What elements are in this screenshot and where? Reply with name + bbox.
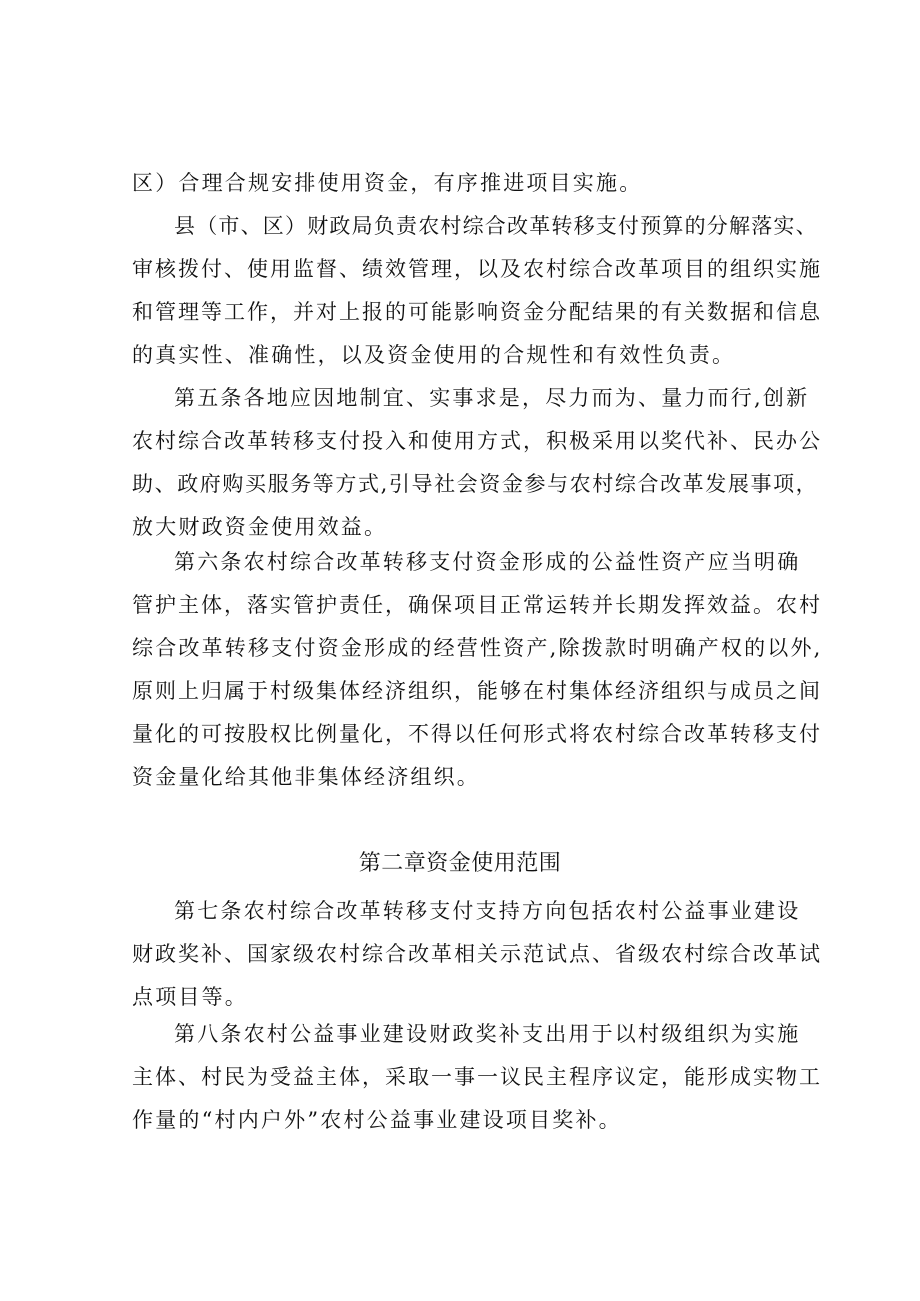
text-line: 第七条农村综合改革转移支付支持方向包括农村公益事业建设 bbox=[174, 899, 801, 923]
text-line: 审核拨付、使用监督、绩效管理，以及农村综合改革项目的组织实施 bbox=[132, 257, 822, 281]
text-line: 量化的可按股权比例量化，不得以任何形式将农村综合改革转移支付 bbox=[132, 722, 822, 746]
paragraph-continuation bbox=[132, 162, 822, 205]
text-line: 管护主体，落实管护责任，确保项目正常运转并长期发挥效益。农村 bbox=[132, 593, 822, 617]
text-line: 助、政府购买服务等方式,引导社会资金参与农村综合改革发展事项， bbox=[132, 472, 819, 496]
text-line: 主体、村民为受益主体，采取一事一议民主程序议定，能形成实物工 bbox=[132, 1065, 822, 1089]
paragraph-county-finance bbox=[132, 205, 822, 377]
paragraph-article-5 bbox=[132, 377, 822, 549]
text-line: 资金量化给其他非集体经济组织。 bbox=[132, 765, 480, 789]
paragraph-article-6 bbox=[132, 541, 822, 799]
paragraph-article-8 bbox=[132, 1013, 822, 1142]
text-line: 综合改革转移支付资金形成的经营性资产,除拨款时明确产权的以外, bbox=[132, 636, 823, 660]
chapter-heading: 第二章资金使用范围 bbox=[358, 851, 562, 876]
text-line: 财政奖补、国家级农村综合改革相关示范试点、省级农村综合改革试 bbox=[132, 942, 822, 966]
paragraph-article-7 bbox=[132, 890, 822, 1019]
text-line: 区）合理合规安排使用资金，有序推进项目实施。 bbox=[132, 171, 643, 195]
text-line: 原则上归属于村级集体经济组织，能够在村集体经济组织与成员之间 bbox=[132, 679, 822, 703]
text-line: 放大财政资金使用效益。 bbox=[132, 515, 388, 539]
text-line: 和管理等工作，并对上报的可能影响资金分配结果的有关数据和信息 bbox=[132, 300, 822, 324]
text-line: 作量的“村内户外”农村公益事业建设项目奖补。 bbox=[132, 1108, 622, 1132]
text-line: 农村综合改革转移支付投入和使用方式，积极采用以奖代补、民办公 bbox=[132, 429, 822, 453]
text-line: 点项目等。 bbox=[132, 985, 248, 1009]
text-line: 第六条农村综合改革转移支付资金形成的公益性资产应当明确 bbox=[174, 550, 801, 574]
text-line: 的真实性、准确性，以及资金使用的合规性和有效性负责。 bbox=[132, 343, 736, 367]
text-line: 县（市、区）财政局负责农村综合改革转移支付预算的分解落实、 bbox=[174, 214, 818, 238]
text-line: 第五条各地应因地制宜、实事求是，尽力而为、量力而行,创新 bbox=[174, 386, 810, 410]
text-line: 第八条农村公益事业建设财政奖补支出用于以村级组织为实施 bbox=[174, 1022, 801, 1046]
